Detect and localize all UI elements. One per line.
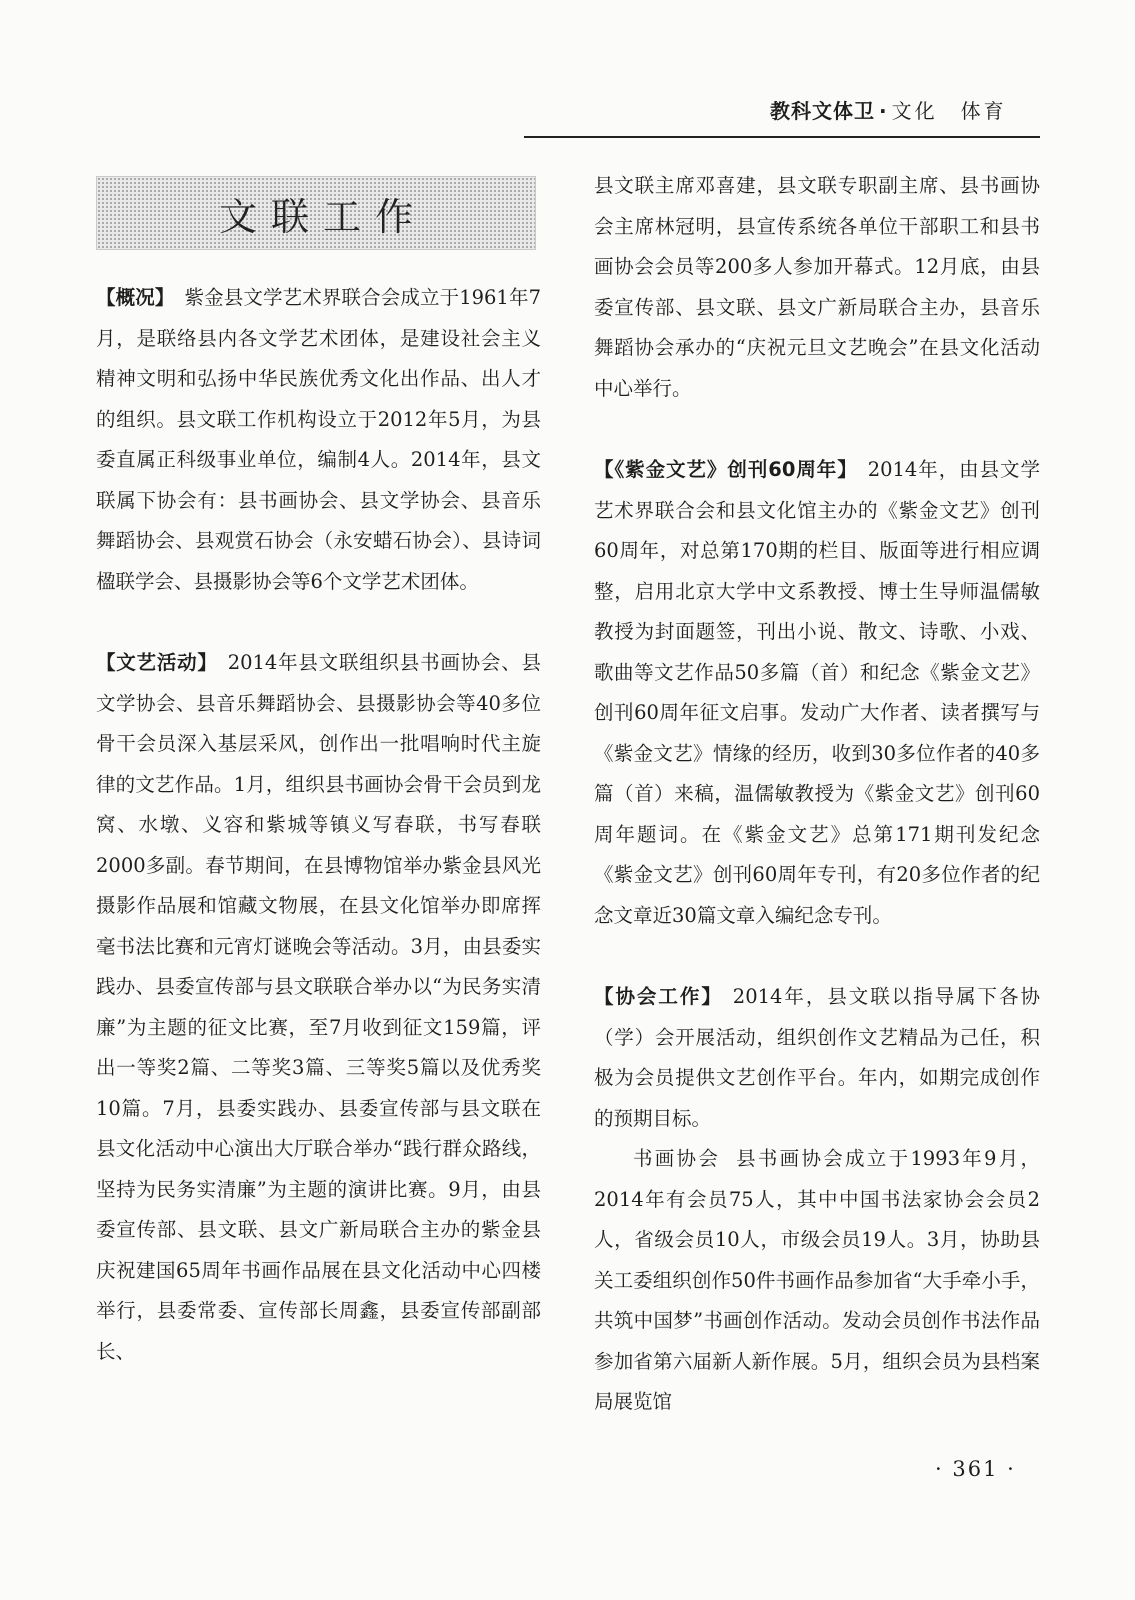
paragraph-continuation (594, 166, 1040, 409)
paragraph-calligraphy-association (594, 1139, 1040, 1423)
left-column (96, 278, 541, 1372)
paragraph-tag: 【《紫金文艺》创刊60周年】 (594, 458, 858, 481)
paragraph-text: 2014年县文联组织县书画协会、县文学协会、县音乐舞蹈协会、县摄影协会等40多位骨干会员深入基层采风，创作出一批唱响时代主旋律的文艺作品。1月，组织县书画协会骨干会员到龙窝、水墩、义容和紫城等镇义写春联，书写春联2000多副。春节期间，在县博物馆举办紫金县风光摄影作品展和馆藏文物展，在县文化馆举办即席挥毫书法比赛和元宵灯谜晚会等活动。3月，由县委实践办、县委宣传部与县文联联合举办以“为民务实清廉”为主题的征文比赛，至7月收到征文159篇，评出一等奖2篇、二等奖3篇、三等奖5篇以及优秀奖10篇。7月，县委实践办、县委宣传部与县文联在县文化活动中心演出大厅联合举办“践行群众路线，坚持为民务实清廉”为主题的演讲比赛。9月，由县委宣传部、县文联、县文广新局联合主办的紫金县庆祝建国65周年书画作品展在县文化活动中心四楼举行，县委常委、宣传部长周鑫，县委宣传部副部长、 (96, 651, 541, 1363)
paragraph-association-work (594, 977, 1040, 1139)
right-column (594, 166, 1040, 1423)
paragraph-text: 县书画协会成立于1993年9月，2014年有会员75人，其中中国书法家协会会员2人，省级会员10人，市级会员19人。3月，协助县关工委组织创作50件书画作品参加省“大手牵小手，共筑中国梦”书画创作活动。发动会员创作书法作品参加省第六届新人新作展。5月，组织会员为县档案局展览馆 (594, 1147, 1040, 1413)
section-title-box (96, 176, 536, 250)
paragraph-tag: 【协会工作】 (594, 985, 723, 1008)
paragraph-tag: 【文艺活动】 (96, 651, 218, 674)
paragraph-subhead: 书画协会 (633, 1147, 721, 1170)
header-rule (524, 136, 1040, 138)
paragraph-overview (96, 278, 541, 602)
header-section: 教科文体卫 (770, 99, 875, 123)
page-number: · 361 · (935, 1457, 1016, 1481)
section-title: 文联工作 (218, 194, 427, 239)
paragraph-tag: 【概况】 (96, 286, 175, 309)
header-bullet: · (879, 99, 888, 123)
paragraph-text: 2014年，县文联以指导属下各协（学）会开展活动，组织创作文艺精品为己任，积极为会员提供文艺创作平台。年内，如期完成创作的预期目标。 (594, 985, 1040, 1130)
paragraph-art-activities (96, 643, 541, 1372)
paragraph-text: 2014年，由县文学艺术界联合会和县文化馆主办的《紫金文艺》创刊60周年，对总第170期的栏目、版面等进行相应调整，启用北京大学中文系教授、博士生导师温儒敏教授为封面题签，刊出小说、散文、诗歌、小戏、歌曲等文艺作品50多篇（首）和纪念《紫金文艺》创刊60周年征文启事。发动广大作者、读者撰写与《紫金文艺》情缘的经历，收到30多位作者的40多篇（首）来稿，温儒敏教授为《紫金文艺》创刊60周年题词。在《紫金文艺》总第171期刊发纪念《紫金文艺》创刊60周年专刊，有20多位作者的纪念文章近30篇文章入编纪念专刊。 (594, 458, 1040, 927)
running-header (770, 95, 1040, 124)
paragraph-text: 紫金县文学艺术界联合会成立于1961年7月，是联络县内各文学艺术团体，是建设社会主义精神文明和弘扬中华民族优秀文化出作品、出人才的组织。县文联工作机构设立于2012年5月，为县委直属正科级事业单位，编制4人。2014年，县文联属下协会有：县书画协会、县文学协会、县音乐舞蹈协会、县观赏石协会（永安蜡石协会）、县诗词楹联学会、县摄影协会等6个文学艺术团体。 (96, 286, 541, 593)
paragraph-zijin-wenyi (594, 450, 1040, 936)
header-subsection: 文化 体育 (891, 99, 1007, 123)
paragraph-text: 县文联主席邓喜建，县文联专职副主席、县书画协会主席林冠明，县宣传系统各单位干部职工和县书画协会会员等200多人参加开幕式。12月底，由县委宣传部、县文联、县文广新局联合主办，县音乐舞蹈协会承办的“庆祝元旦文艺晚会”在县文化活动中心举行。 (594, 174, 1040, 400)
